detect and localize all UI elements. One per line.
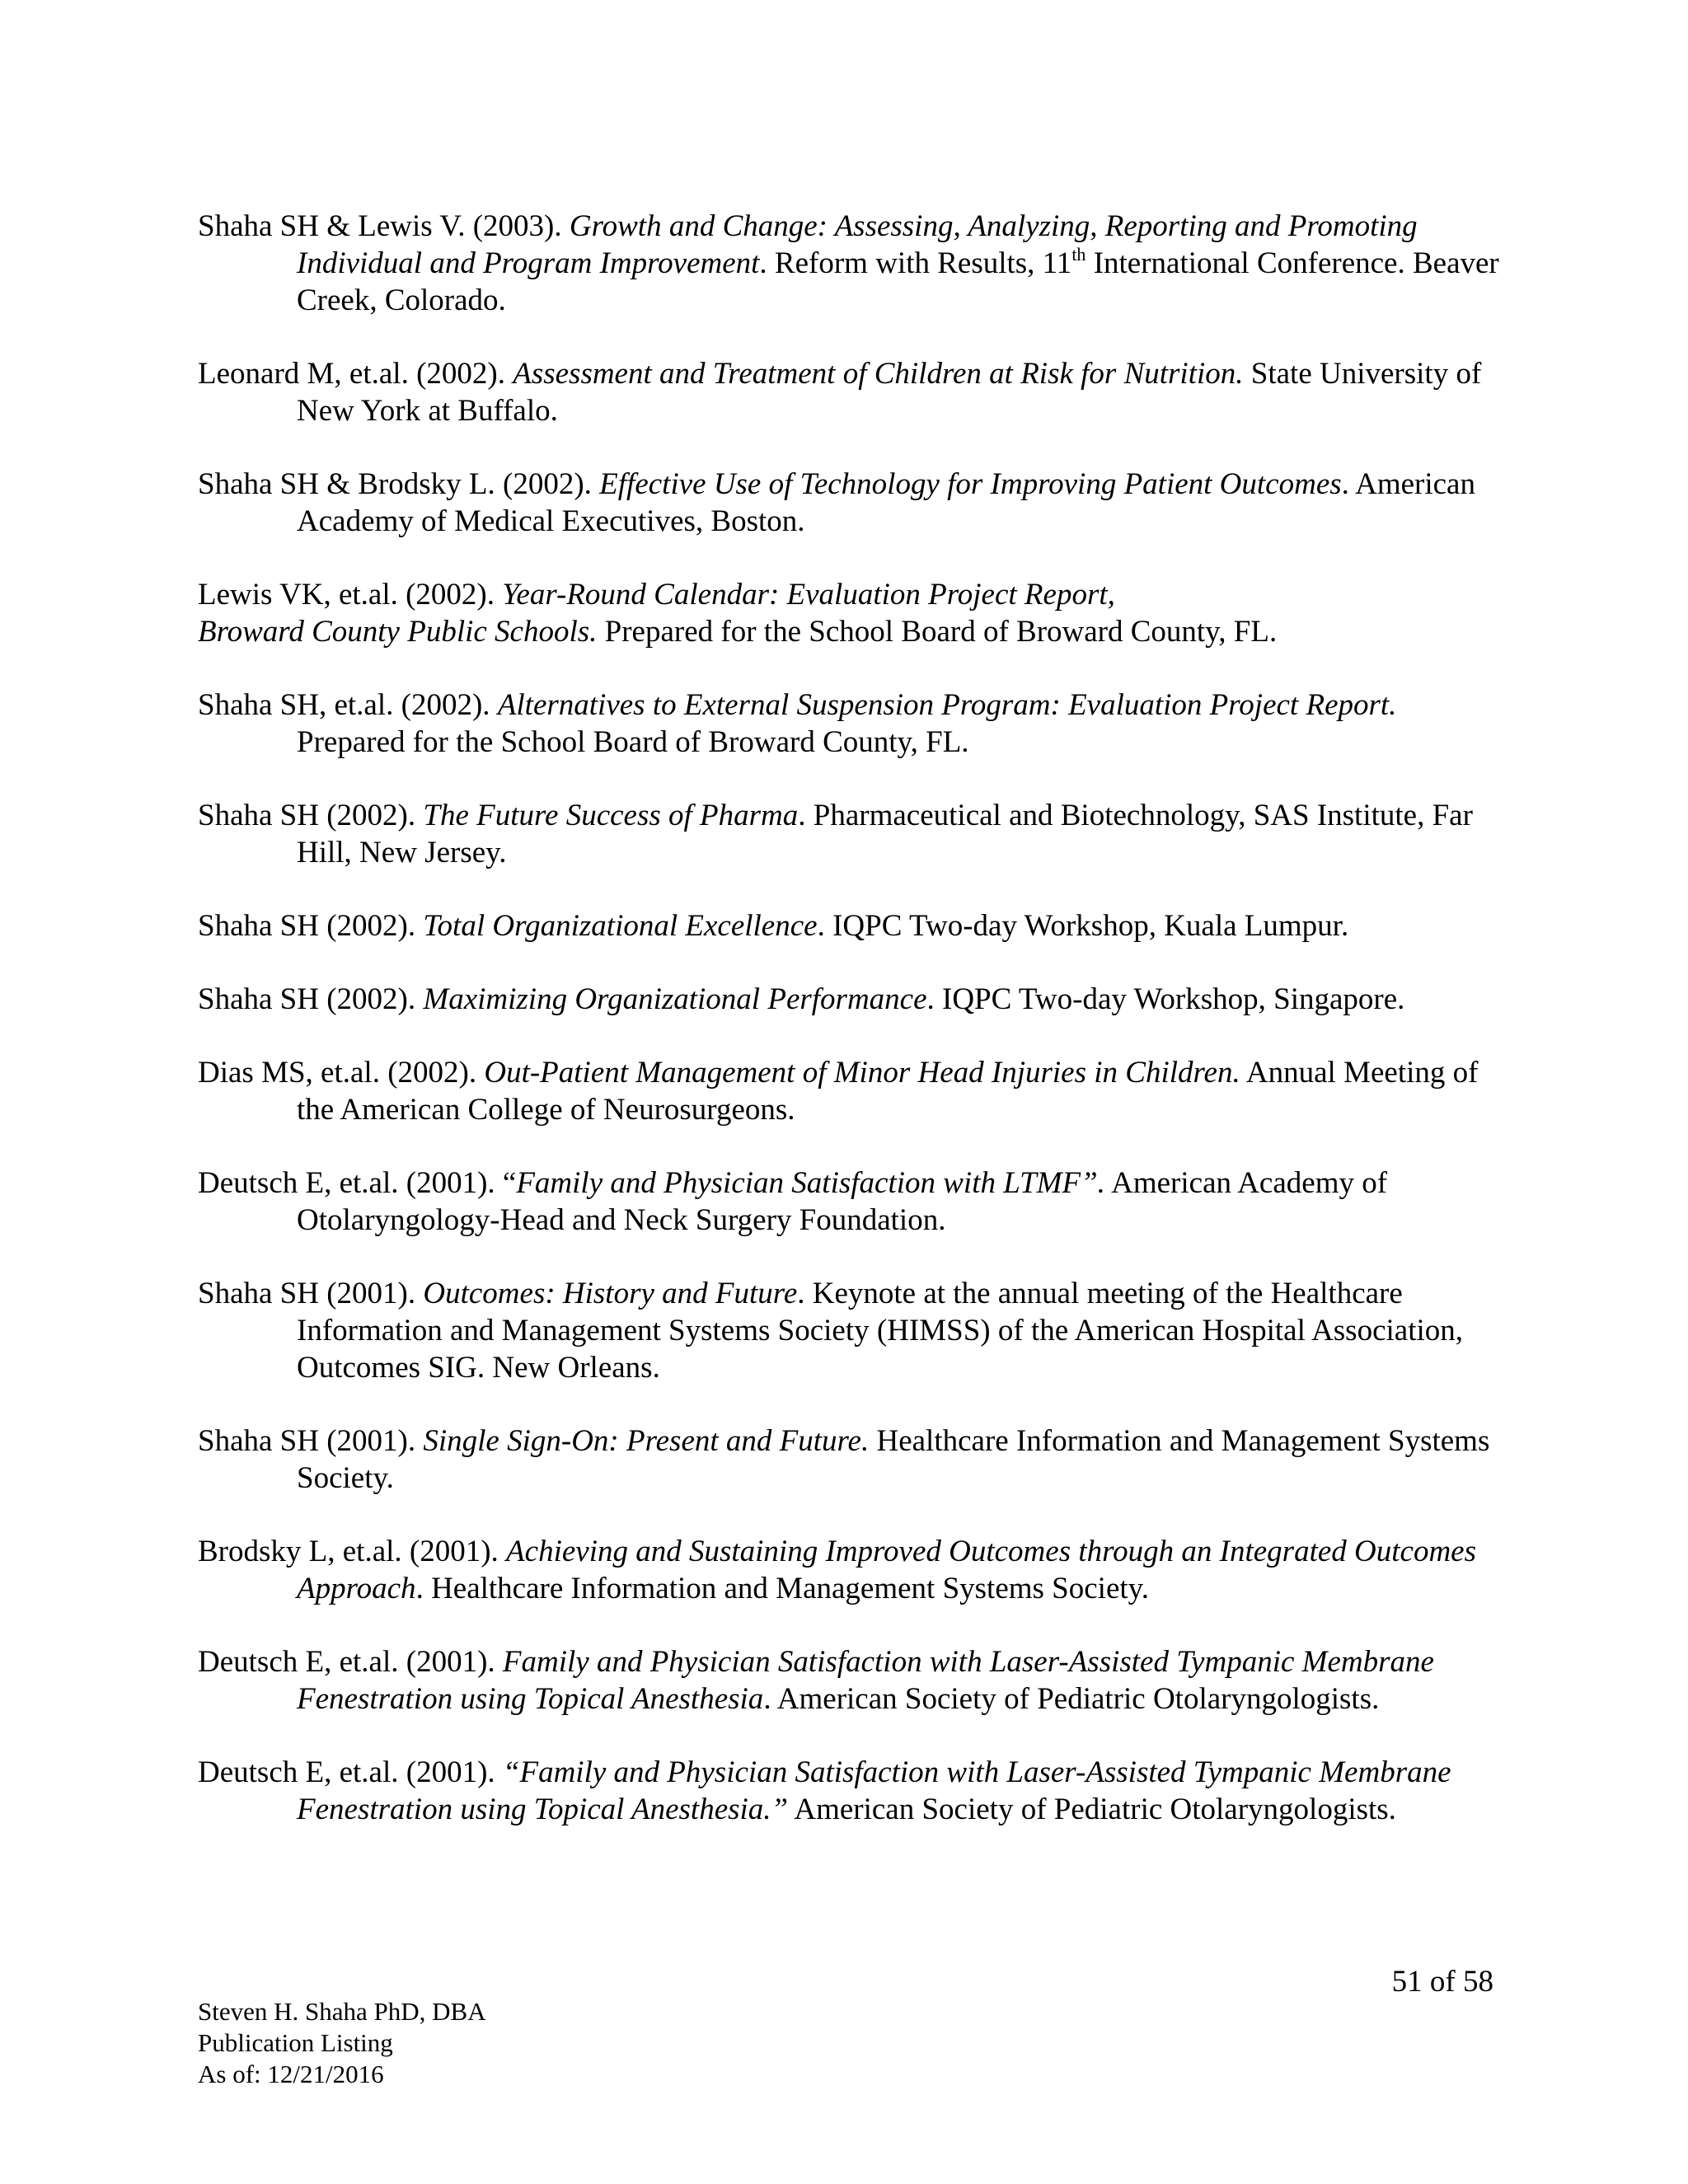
publication-text: Prepared for the School Board of Broward County, FL. [297, 725, 969, 759]
publication-title: Outcomes: History and Future [423, 1277, 798, 1310]
publication-text: Dias MS, et.al. (2002). [198, 1056, 485, 1090]
publication-text: Shaha SH (2002). [198, 799, 424, 832]
publication-entry [198, 1422, 1500, 1497]
publication-text: American Academy of Otolaryngology-Head and Neck Surgery Foundation. [297, 1166, 1388, 1237]
publication-title: Growth and Change: Assessing, Analyzing, Reporting and Promoting Individual and Program Improvement [297, 209, 1418, 280]
publication-title: “Family and Physician Satisfaction with Laser-Assisted Tympanic Membrane Fenestration using Topical Anesthesia.” [297, 1755, 1451, 1826]
publication-text: . Reform with Results, 11 [759, 246, 1072, 280]
publication-title: Alternatives to External Suspension Program: Evaluation Project Report. [497, 688, 1397, 722]
publication-text: American Society of Pediatric Otolaryngologists. [788, 1793, 1396, 1826]
footer [198, 1996, 486, 2090]
publication-text: . American Society of Pediatric Otolaryngologists. [763, 1682, 1380, 1716]
publication-text: Deutsch E, et.al. (2001). “ [198, 1166, 517, 1200]
publication-entry [198, 576, 1500, 650]
publication-entry [198, 797, 1500, 871]
publication-text: Deutsch E, et.al. (2001). [198, 1755, 503, 1789]
publication-text: Prepared for the School Board of Broward County, FL. [597, 615, 1278, 649]
publication-title: Assessment and Treatment of Children at Risk for Nutrition. [513, 357, 1244, 391]
publication-text: . American Academy of Medical Executives, Boston. [297, 467, 1475, 538]
publication-text: . IQPC Two-day Workshop, Kuala Lumpur. [817, 909, 1349, 943]
publication-entry [198, 466, 1500, 540]
publication-title: Year-Round Calendar: Evaluation Project Report, [502, 578, 1115, 612]
publication-text: Annual Meeting of the American College of Neurosurgeons. [297, 1056, 1479, 1127]
publication-entry [198, 687, 1500, 761]
publication-title: Total Organizational Excellence [423, 909, 818, 943]
publication-entry [198, 907, 1500, 944]
publication-title: Achieving and Sustaining Improved Outcomes through an Integrated Outcomes Approach [297, 1535, 1476, 1605]
ordinal-superscript: th [1071, 244, 1086, 265]
publication-text: Brodsky L, et.al. (2001). [198, 1535, 507, 1568]
publication-text: Shaha SH (2002). [198, 909, 424, 943]
footer-doc-title: Publication Listing [198, 2028, 393, 2057]
publication-text: Healthcare Information and Management Systems Society. [297, 1424, 1490, 1495]
publication-text: Shaha SH (2001). [198, 1277, 424, 1310]
publication-text: . IQPC Two-day Workshop, Singapore. [926, 982, 1405, 1016]
publication-entry [198, 1533, 1500, 1607]
publication-entry [198, 355, 1500, 429]
footer-author: Steven H. Shaha PhD, DBA [198, 1997, 486, 2026]
publication-text: State University of New York at Buffalo. [297, 357, 1482, 428]
publication-entry [198, 1054, 1500, 1128]
publication-entry [198, 1643, 1500, 1718]
publication-text: Deutsch E, et.al. (2001). [198, 1645, 503, 1679]
publication-text: . Keynote at the annual meeting of the Healthcare Information and Management Systems Society (HIMSS) of the American Hospital Association, Outcomes SIG. New Orleans. [297, 1277, 1464, 1385]
publication-title: Effective Use of Technology for Improving Patient Outcomes [599, 467, 1342, 501]
publication-list [198, 208, 1500, 1864]
publication-text: Leonard M, et.al. (2002). [198, 357, 513, 391]
publication-text: Lewis VK, et.al. (2002). [198, 578, 503, 612]
publication-title: Broward County Public Schools. [198, 615, 598, 649]
publication-title: Maximizing Organizational Performance [423, 982, 927, 1016]
publication-text: Shaha SH (2001). [198, 1424, 424, 1458]
publication-entry [198, 1165, 1500, 1239]
publication-text: . Healthcare Information and Management Systems Society. [415, 1572, 1150, 1605]
publication-entry [198, 981, 1500, 1018]
publication-text: Shaha SH (2002). [198, 982, 424, 1016]
publication-title: Family and Physician Satisfaction with LTMF”. [516, 1166, 1105, 1200]
publication-text: Shaha SH, et.al. (2002). [198, 688, 498, 722]
footer-date: As of: 12/21/2016 [198, 2060, 384, 2088]
publication-entry [198, 1275, 1500, 1386]
publication-text: International Conference. Beaver Creek, Colorado. [297, 246, 1499, 317]
publication-text: Shaha SH & Lewis V. (2003). [198, 209, 570, 243]
publication-title: Out-Patient Management of Minor Head Injuries in Children. [484, 1056, 1240, 1090]
publication-entry [198, 1754, 1500, 1828]
publication-title: Single Sign-On: Present and Future. [423, 1424, 870, 1458]
page-number: 51 of 58 [1391, 1965, 1493, 1999]
publication-entry [198, 208, 1500, 319]
publication-text: . Pharmaceutical and Biotechnology, SAS Institute, Far Hill, New Jersey. [297, 799, 1473, 869]
publication-title: Family and Physician Satisfaction with Laser-Assisted Tympanic Membrane Fenestration using Topical Anesthesia [297, 1645, 1434, 1716]
publication-title: The Future Success of Pharma [423, 799, 799, 832]
publication-text: Shaha SH & Brodsky L. (2002). [198, 467, 600, 501]
